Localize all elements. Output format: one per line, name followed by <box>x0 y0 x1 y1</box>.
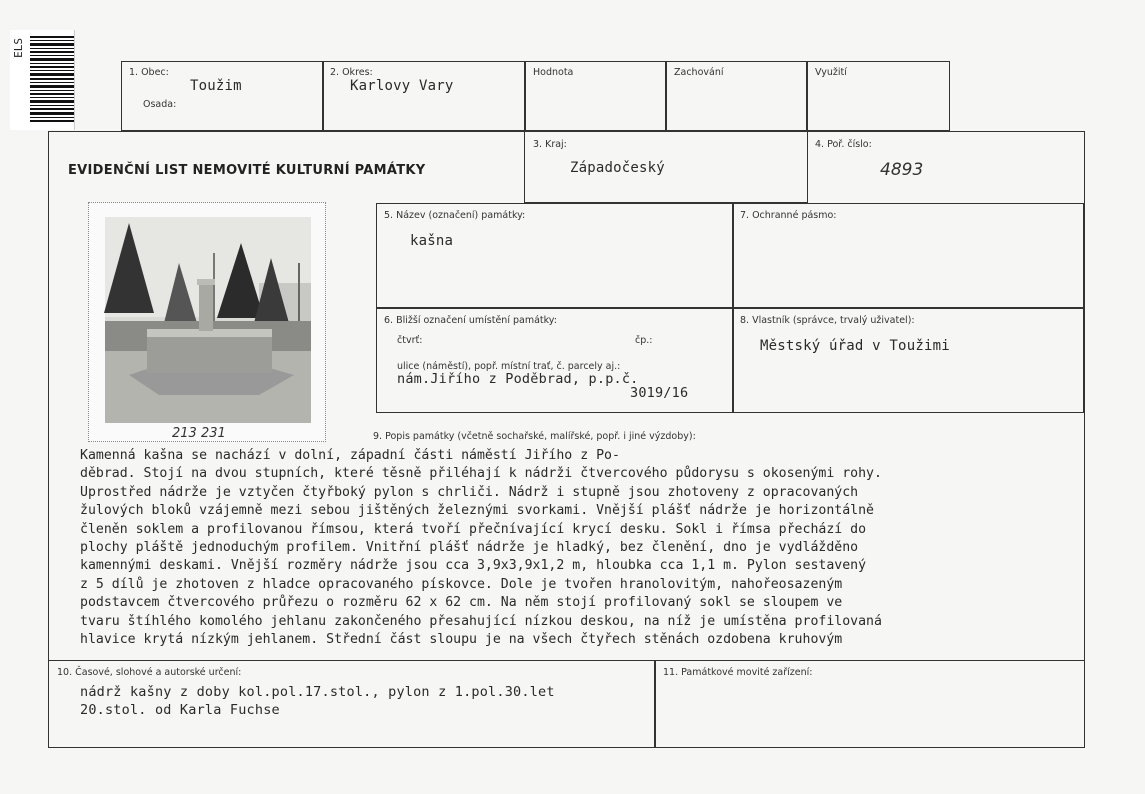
zachovani-label: Zachování <box>674 67 724 78</box>
obec-value: Toužim <box>190 78 242 94</box>
popis-line: podstavcem čtvercového průřezu o rozměru 62 x 62 cm. Na něm stojí profilovaný sokl se sloupem ve <box>80 595 843 611</box>
popis-line: hlavice krytá nízkým jehlanem. Střední část sloupu je na všech čtyřech stěnách ozdobena kruhovým <box>80 632 843 648</box>
vlastnik-value: Městský úřad v Toužimi <box>760 338 950 354</box>
barcode-label <box>10 30 75 130</box>
vlastnik-label: 8. Vlastník (správce, trvalý uživatel): <box>740 315 915 326</box>
popis-line: kamennými deskami. Vnější rozměry nádrže jsou cca 3,9x3,9x1,2 m, hloubka cca 1,1 m. Pylon sestavený <box>80 558 867 574</box>
osada-label: Osada: <box>143 99 177 110</box>
casove-line-2: 20.stol. od Karla Fuchse <box>80 702 280 718</box>
popis-line: žulových bloků vzájemně mezi sebou jištěných železnými svorkami. Vnější plášť nádrže je horizontálně <box>80 503 874 519</box>
popis-line: Kamenná kašna se nachází v dolní, západní části náměstí Jiřího z Po- <box>80 448 620 463</box>
popis-line: děbrad. Stojí na dvou stupních, které těsně přiléhají k nádrži čtvercového půdorysu s okosenými rohy. <box>80 466 882 482</box>
okres-value: Karlovy Vary <box>350 78 454 94</box>
casove-label: 10. Časové, slohové a autorské určení: <box>57 667 242 678</box>
ctvrt-label: čtvrť: <box>397 335 423 346</box>
obec-label: 1. Obec: <box>129 67 169 78</box>
movite-label: 11. Památkové movité zařízení: <box>663 667 813 678</box>
ulice-value-1: nám.Jiřího z Poděbrad, p.p.č. <box>397 371 639 387</box>
nazev-value: kašna <box>410 233 454 249</box>
fountain-photo-icon <box>89 203 325 441</box>
cp-label: čp.: <box>635 335 653 346</box>
casove-line-1: nádrž kašny z doby kol.pol.17.stol., pylon z 1.pol.30.let <box>80 684 555 700</box>
nazev-label: 5. Název (označení) památky: <box>384 210 526 221</box>
ulice-label: ulice (náměstí), popř. místní trať, č. parcely aj.: <box>397 361 621 372</box>
ulice-value-2: 3019/16 <box>630 385 689 401</box>
porcislo-value: 4893 <box>880 160 924 180</box>
okres-label: 2. Okres: <box>330 67 373 78</box>
popis-line: plochy pláště jednoduchým profilem. Vnitřní plášť nádrže je hladký, bez členění, dno je vydlážděno <box>80 540 859 556</box>
barcode-text: ELS <box>12 38 25 58</box>
kraj-value: Západočeský <box>570 160 665 176</box>
porcislo-label: 4. Poř. číslo: <box>815 139 872 150</box>
popis-label: 9. Popis památky (včetně sochařské, malířské, popř. i jiné výzdoby): <box>373 431 696 442</box>
popis-text <box>80 447 1080 649</box>
vyuziti-label: Využití <box>815 67 847 78</box>
popis-line: z 5 dílů je zhotoven z hladce opracovaného pískovce. Dole je tvořen hranolovitým, nahořeosazeným <box>80 576 843 592</box>
kraj-label: 3. Kraj: <box>533 139 567 150</box>
page-title: EVIDENČNÍ LIST NEMOVITÉ KULTURNÍ PAMÁTKY <box>68 163 426 178</box>
hodnota-label: Hodnota <box>533 67 574 78</box>
popis-line: Uprostřed nádrže je vztyčen čtyřboký pylon s chrliči. Nádrž i stupně jsou zhotoveny z opracovaných <box>80 484 859 500</box>
umisteni-label: 6. Bližší označení umístění památky: <box>384 315 557 326</box>
pasmo-label: 7. Ochranné pásmo: <box>740 210 837 221</box>
photo-number: 213 231 <box>172 426 226 441</box>
monument-photo <box>88 202 326 442</box>
popis-line: členěn soklem a profilovanou římsou, která tvoří přečnívající krycí desku. Sokl i římsa přechází do <box>80 521 867 537</box>
popis-line: tvaru štíhlého komolého jehlanu zakončeného přesahující nízkou deskou, na níž je umístěna profilovaná <box>80 613 882 629</box>
